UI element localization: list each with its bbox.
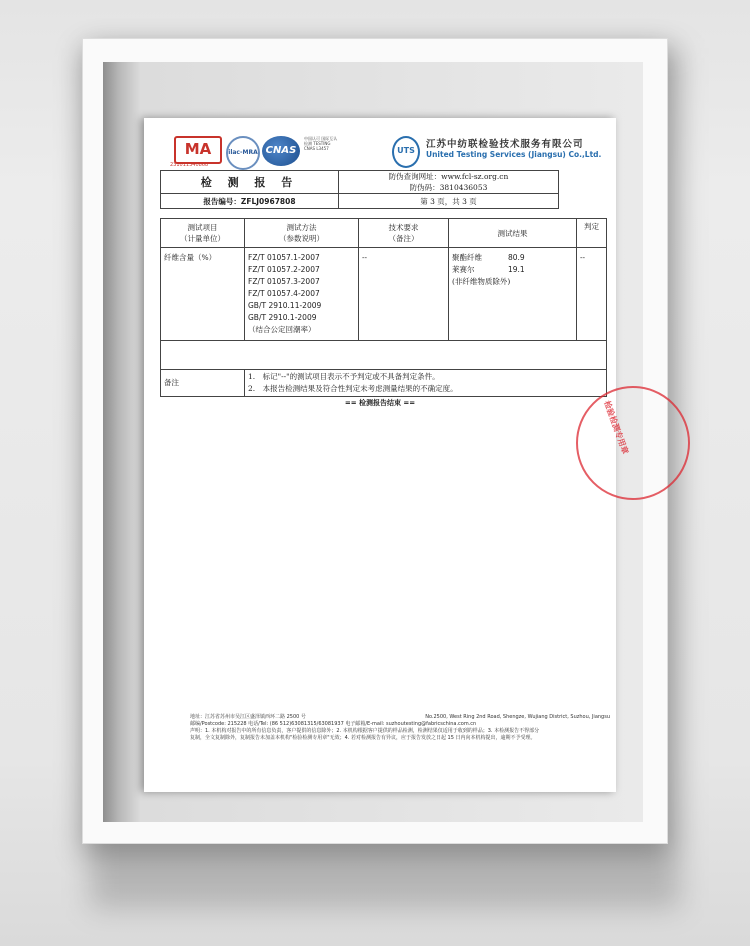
remarks-row — [161, 370, 607, 397]
report-header-table — [160, 170, 559, 209]
cnas-logo: CNAS — [262, 136, 300, 166]
remarks-label: 备注 — [161, 370, 245, 397]
official-seal: 检验检测专用章 — [576, 386, 690, 500]
contact-info: 邮编/Postcode: 215228 电话/Tel: (86 512)63081315/63081937 电子邮箱/E-mail: suzhoutesting@fabricschina.com.cn — [190, 721, 477, 727]
address-cn: 地址：江苏省苏州市吴江区盛泽镇西环二路 2500 号 — [190, 714, 306, 720]
report-title: 检 测 报 告 — [161, 171, 339, 194]
ilac-mra-logo: ilac-MRA — [226, 136, 260, 170]
cell-judgement: -- — [577, 248, 607, 341]
report-end-mark: == 检测报告结束 == — [344, 399, 416, 407]
table-header-row — [161, 219, 607, 248]
table-row — [161, 248, 607, 341]
ma-logo: MA — [174, 136, 222, 164]
antifake-url: 防伪查询网址：www.fcl-sz.org.cn — [388, 172, 509, 181]
company-name-en: United Testing Services (Jiangsu) Co.,Ltd. — [426, 150, 602, 159]
remarks-content: 1. 标记"--"的测试项目表示不予判定或不具备判定条件。 2. 本报告检测结果及符合性判定未考虑测量结果的不确定度。 — [245, 370, 607, 397]
cnas-text: 中国认可 国际互认 检测 TESTING CNAS L3457 — [304, 136, 338, 151]
footer — [190, 714, 610, 742]
empty-row — [161, 341, 607, 370]
header-test-method: 测试方法 （参数说明） — [245, 219, 359, 248]
statement-1: 声明：1. 本机构对报告中的所有信息负责，客户提供的信息除外；2. 本机构根据客户提供的样品检测，检测结果仅适用于收到的样品；3. 本检测报告不得部分 — [190, 728, 540, 734]
report-number: 报告编号：ZFLJ0967808 — [161, 194, 339, 209]
cell-requirement: -- — [359, 248, 449, 341]
antifake-code: 防伪码：3810436053 — [409, 183, 488, 192]
ma-code: 231011340868 — [170, 162, 209, 168]
header-test-item: 测试项目 （计量单位） — [161, 219, 245, 248]
cell-methods: FZ/T 01057.1-2007 FZ/T 01057.2-2007 FZ/T 01057.3-2007 FZ/T 01057.4-2007 GB/T 2910.11-2009 GB/T 2910.1-2009 （结合公定回潮率） — [245, 248, 359, 341]
antifake-info — [339, 171, 559, 194]
cell-item: 纤维含量（%） — [161, 248, 245, 341]
page-info: 第 3 页，共 3 页 — [339, 194, 559, 209]
header-result: 测试结果 — [449, 219, 577, 248]
header-judgement: 判定 — [577, 219, 607, 248]
company-name-cn: 江苏中纺联检验技术服务有限公司 — [426, 139, 584, 150]
address-en: No.2500, West Ring 2nd Road, Shengze, Wujiang District, Suzhou, Jiangsu — [425, 714, 610, 720]
cell-results: 聚酯纤维 80.9 莱赛尔 19.1 (非纤维物质除外) — [449, 248, 577, 341]
results-table — [160, 218, 607, 397]
statement-2: 复制，全文复制除外，复制报告未加盖本机构"检验检测专用章"无效；4. 若对检测报告有异议，应于报告发放之日起 15 日内向本机构提出，逾期不予受理。 — [190, 735, 536, 741]
header-requirement: 技术要求 （备注） — [359, 219, 449, 248]
uts-logo: UTS — [392, 136, 420, 168]
report-page — [144, 118, 630, 792]
